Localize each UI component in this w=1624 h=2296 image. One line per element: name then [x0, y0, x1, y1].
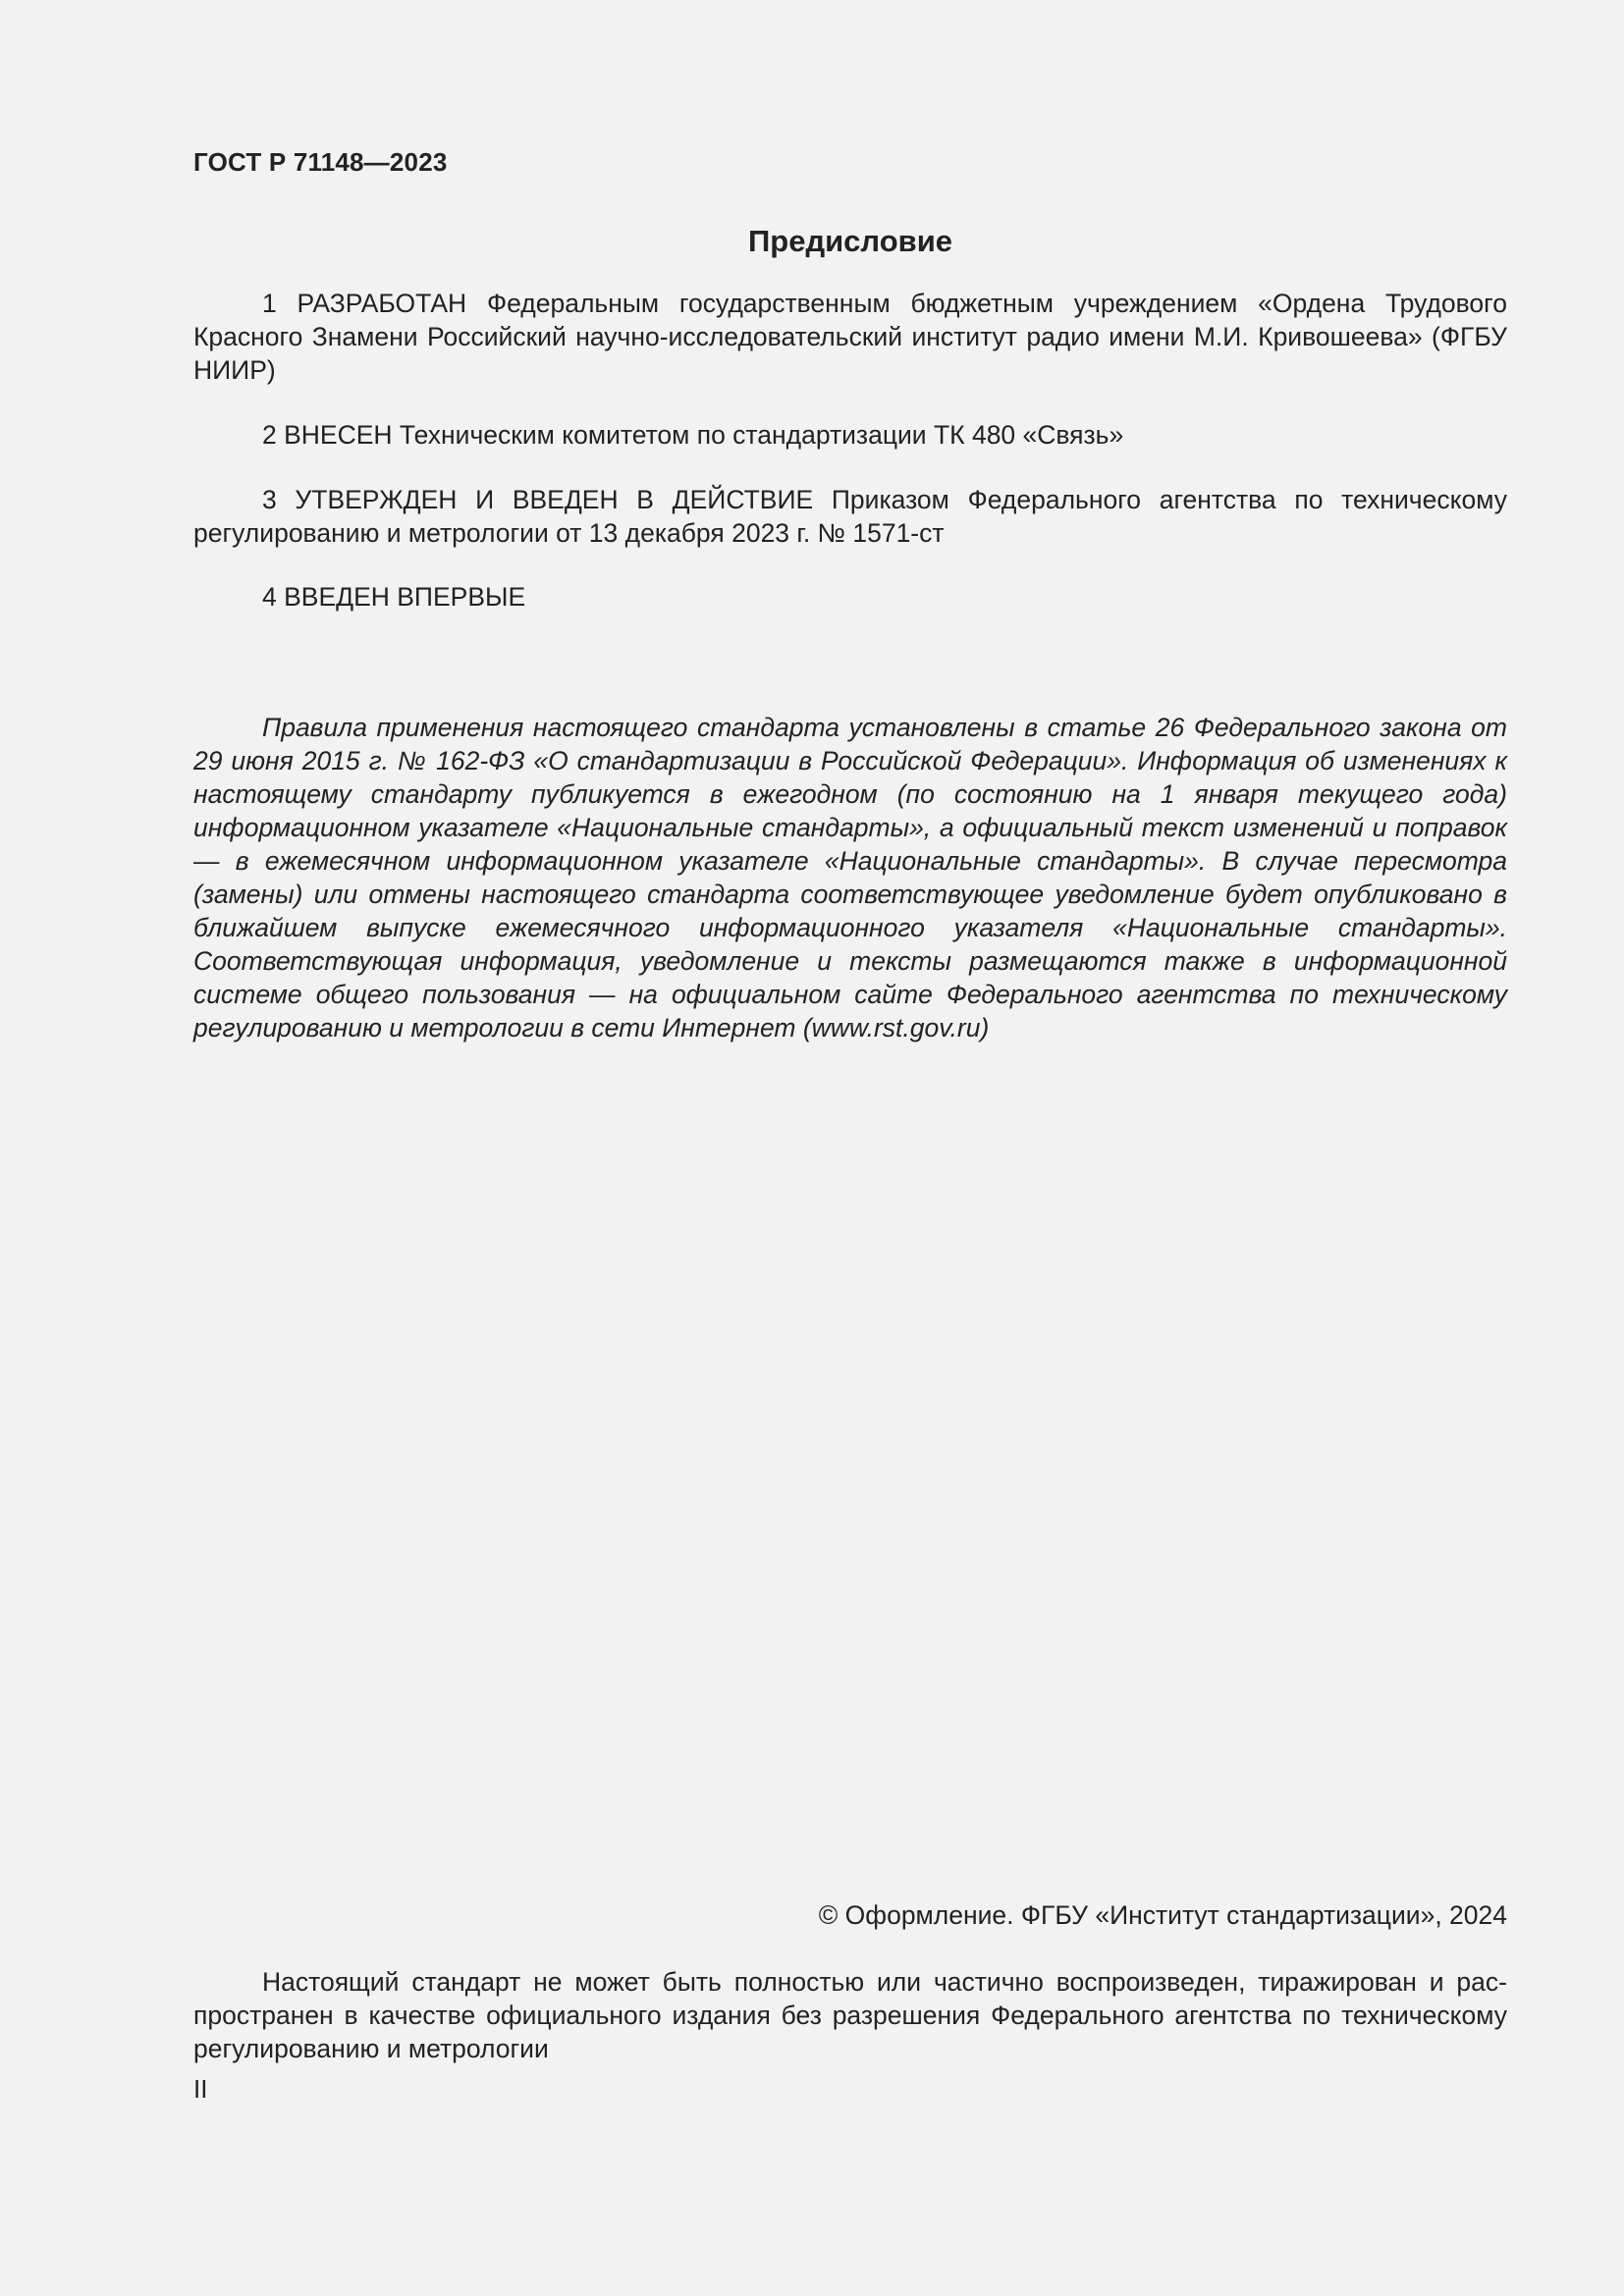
foreword-item-2: 2 ВНЕСЕН Техническим комитетом по стандартизации ТК 480 «Связь» — [262, 420, 1124, 450]
document-page — [193, 0, 1507, 2296]
reproduction-notice: Настоящий стандарт не может быть полностью или частично воспроизведен, тиражирован и распространен в качестве официального издания без разрешения Федерального агентства по техническому регулированию и метрологии — [193, 1967, 1507, 2063]
document-code: ГОСТ Р 71148—2023 — [193, 147, 448, 177]
foreword-item-4: 4 ВВЕДЕН ВПЕРВЫЕ — [262, 582, 526, 612]
foreword-item-1: 1 РАЗРАБОТАН Федеральным государственным бюджетным учреждением «Ордена Трудового Красного Знамени Российский научно-исследовательский институт радио имени М.И. Кривошеева» (ФГБУ НИИР) — [193, 289, 1507, 385]
rules-notice: Правила применения настоящего стандарта установлены в статье 26 Федерального закона от 29 июня 2015 г. № 162-ФЗ «О стандартизации в Российской Федерации». Информация об изменениях к настоящему стандарту публикуется в ежегодном (по состоянию на 1 января текущего года) информационном указателе «Национальные стандарты», а официальный текст изменений и поправок — в ежемесячном информационном указателе «Национальные стандарты». В случае пересмотра (замены) или отмены настоящего стандарта соответствующее уведомление будет опубликовано в ближайшем выпуске ежемесячного информационного указателя «Национальные стандарты». Соответствующая информация, уведомление и тексты размещаются также в информационной системе общего пользования — на официальном сайте Федерального агентства по техническому регулированию и метрологии в сети Интернет (www.rst.gov.ru) — [193, 713, 1507, 1042]
page-number: II — [193, 2074, 208, 2104]
foreword-item-3: 3 УТВЕРЖДЕН И ВВЕДЕН В ДЕЙСТВИЕ Приказом Федерального агентства по техническому регулированию и метрологии от 13 декабря 2023 г. № 1571-ст — [193, 485, 1507, 548]
page-title: Предисловие — [747, 224, 952, 258]
copyright-notice: © Оформление. ФГБУ «Институт стандартизации», 2024 — [818, 1900, 1507, 1930]
